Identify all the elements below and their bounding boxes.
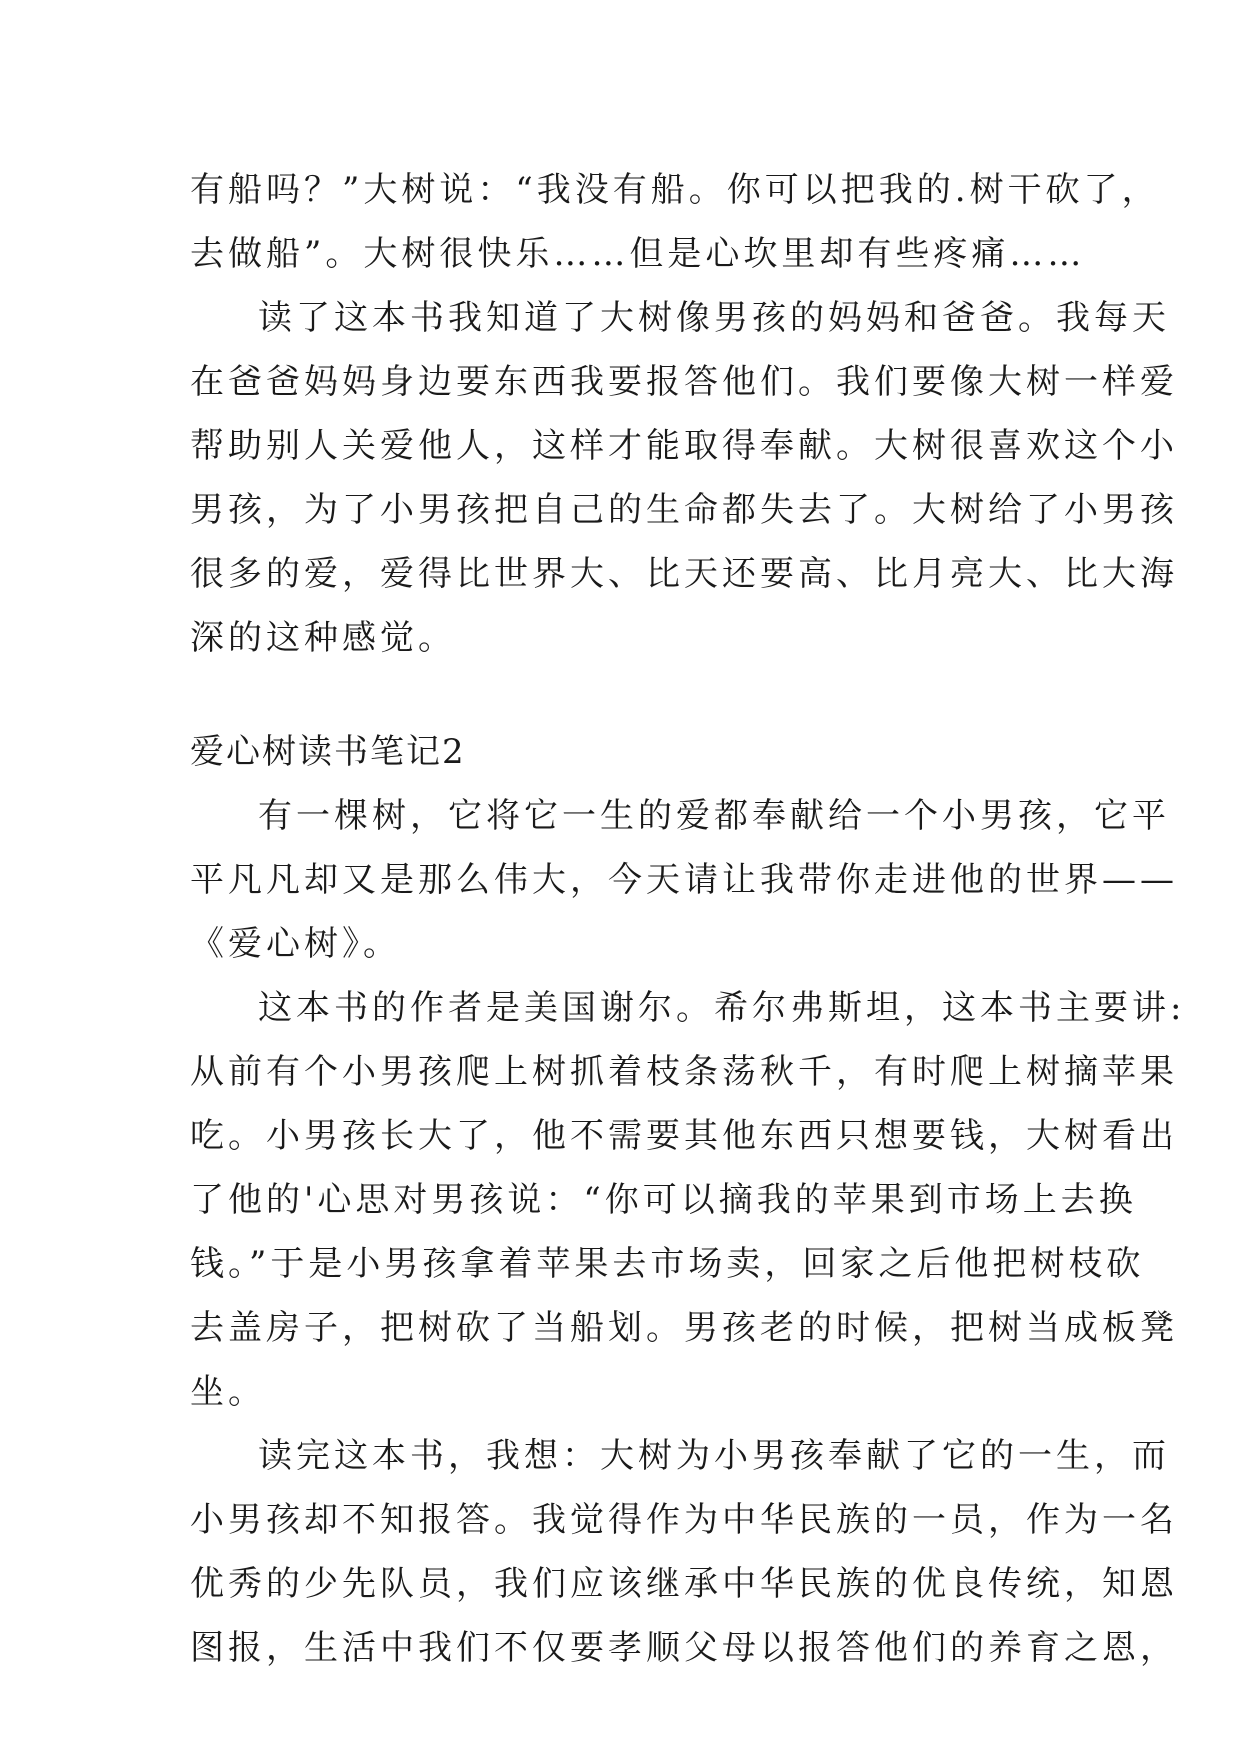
- text-line: 平凡凡却又是那么伟大，今天请让我带你走进他的世界——: [190, 860, 1178, 900]
- text-line: 了他的'心思对男孩说：“你可以摘我的苹果到市场上去换: [190, 1180, 1137, 1220]
- text-line: 去做船”。大树很快乐……但是心坎里却有些疼痛……: [190, 234, 1086, 274]
- text-line: 优秀的少先队员，我们应该继承中华民族的优良传统，知恩: [190, 1564, 1178, 1604]
- paragraph-conclusion: [190, 1424, 1178, 1680]
- paragraph-continuation: [190, 158, 1160, 286]
- text-line: 坐。: [190, 1372, 266, 1412]
- text-line: 帮助别人关爱他人，这样才能取得奉献。大树很喜欢这个小: [190, 426, 1178, 466]
- text-line: 《爱心树》。: [190, 924, 401, 964]
- text-line: 在爸爸妈妈身边要东西我要报答他们。我们要像大树一样爱: [190, 362, 1178, 402]
- text-line: 深的这种感觉。: [190, 618, 456, 658]
- text-line: 读了这本书我知道了大树像男孩的妈妈和爸爸。我每天: [258, 298, 1170, 338]
- section-spacer: [190, 670, 1070, 720]
- text-line: 有一棵树，它将它一生的爱都奉献给一个小男孩，它平: [258, 796, 1170, 836]
- paragraph-intro: [190, 784, 1178, 976]
- paragraph-summary: [190, 976, 1186, 1424]
- text-line: 去盖房子，把树砍了当船划。男孩老的时候，把树当成板凳: [190, 1308, 1178, 1348]
- text-line: 有船吗？”大树说：“我没有船。你可以把我的.树干砍了，: [190, 170, 1160, 210]
- text-line: 读完这本书，我想：大树为小男孩奉献了它的一生，而: [258, 1436, 1170, 1476]
- text-line: 这本书的作者是美国谢尔。希尔弗斯坦，这本书主要讲:: [258, 988, 1186, 1028]
- text-line: 吃。小男孩长大了，他不需要其他东西只想要钱，大树看出: [190, 1116, 1178, 1156]
- paragraph-reflection: [190, 286, 1178, 670]
- text-line: 从前有个小男孩爬上树抓着枝条荡秋千，有时爬上树摘苹果: [190, 1052, 1178, 1092]
- document-body: [190, 158, 1186, 1680]
- text-line: 小男孩却不知报答。我觉得作为中华民族的一员，作为一名: [190, 1500, 1178, 1540]
- text-line: 男孩，为了小男孩把自己的生命都失去了。大树给了小男孩: [190, 490, 1178, 530]
- text-line: 钱。”于是小男孩拿着苹果去市场卖，回家之后他把树枝砍: [190, 1244, 1145, 1284]
- section-title: 爱心树读书笔记2: [190, 732, 466, 772]
- text-line: 图报，生活中我们不仅要孝顺父母以报答他们的养育之恩，: [190, 1628, 1178, 1668]
- text-line: 很多的爱，爱得比世界大、比天还要高、比月亮大、比大海: [190, 554, 1178, 594]
